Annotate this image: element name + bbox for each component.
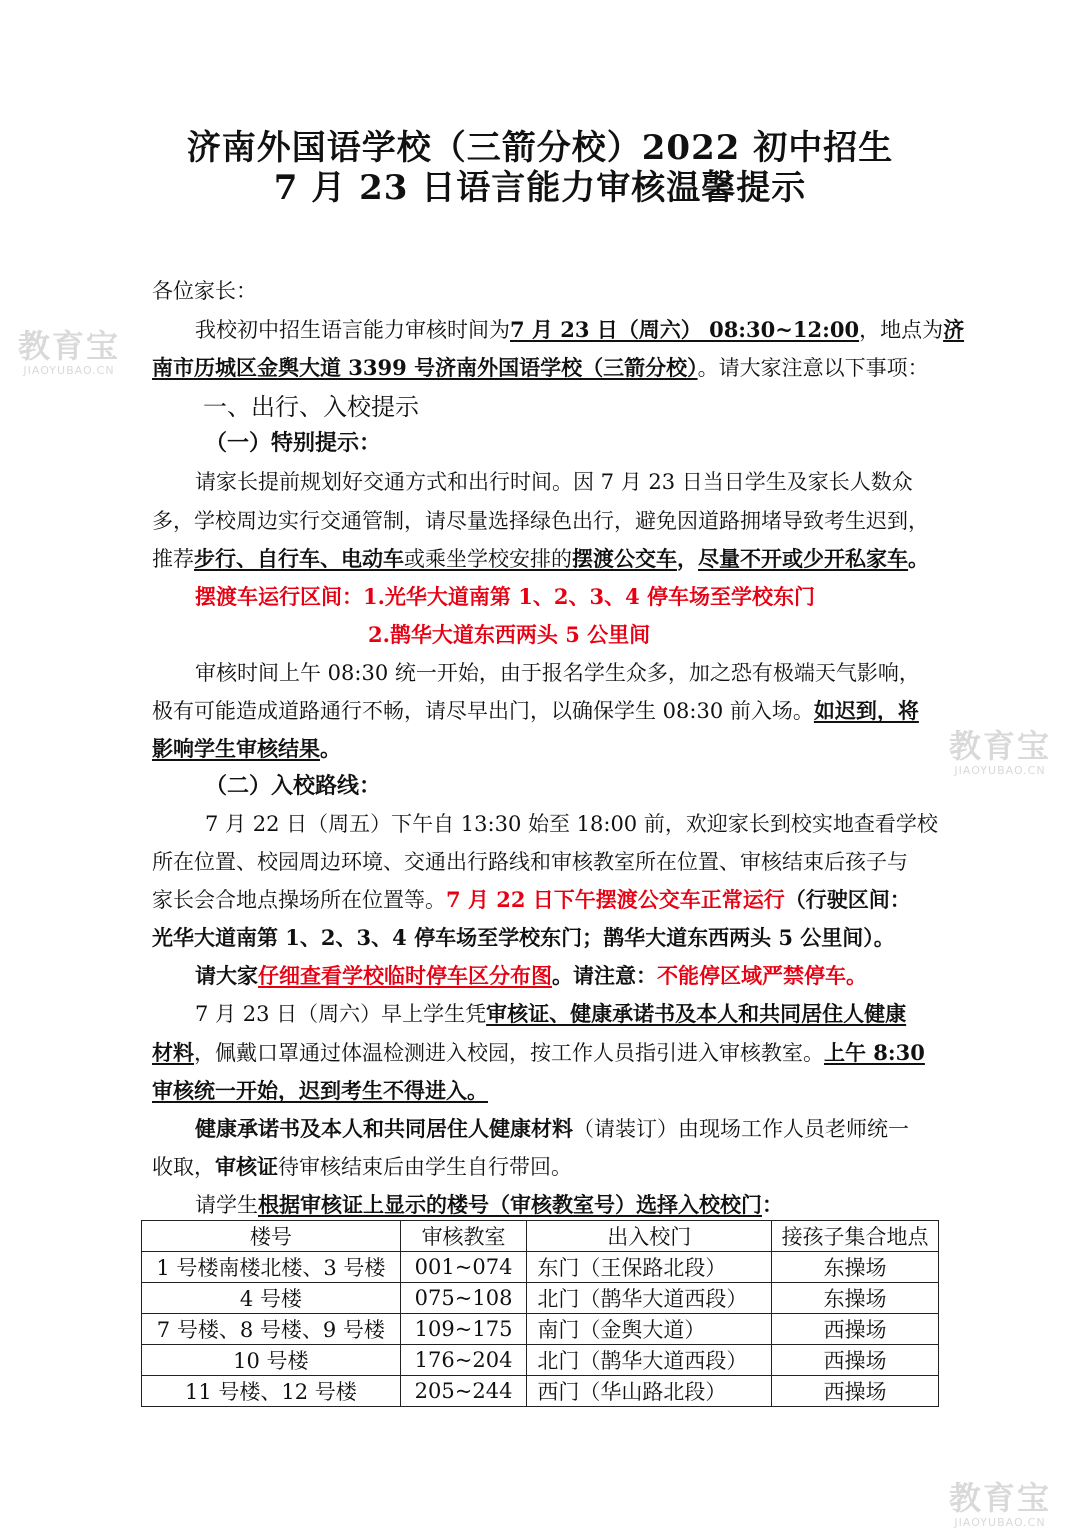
- p3-line-4: 光华大道南第 1、2、3、4 停车场至学校东门；鹊华大道东西两头 5 公里间）。: [152, 925, 895, 950]
- table-cell: 109~175: [400, 1314, 527, 1345]
- table-cell: 西门（华山路北段）: [527, 1376, 772, 1407]
- table-cell: 东门（王保路北段）: [527, 1252, 772, 1283]
- title-line-1: 济南外国语学校（三箭分校）2022 初中招生: [186, 128, 894, 168]
- table-row: [142, 1345, 939, 1376]
- table-cell: 南门（金舆大道）: [527, 1314, 772, 1345]
- table-row: [142, 1283, 939, 1314]
- title-line-2: 7 月 23 日语言能力审核温馨提示: [273, 168, 807, 208]
- table-cell: 1 号楼南楼北楼、3 号楼: [142, 1252, 401, 1283]
- p5-line-2: 材料，佩戴口罩通过体温检测进入校园，按工作人员指引进入审核教室。上午 8:30: [152, 1040, 925, 1065]
- watermark-left: [4, 328, 134, 378]
- table-header-pickup: 接孩子集合地点: [772, 1221, 939, 1252]
- table-cell: 7 号楼、8 号楼、9 号楼: [142, 1314, 401, 1345]
- salutation: 各位家长：: [152, 279, 257, 303]
- table-cell: 205~244: [400, 1376, 527, 1407]
- table-header-gate: 出入校门: [527, 1221, 772, 1252]
- intro-line-2: 南市历城区金舆大道 3399 号济南外国语学校（三箭分校）。请大家注意以下事项：: [152, 355, 929, 380]
- shuttle-route-2: 2.鹊华大道东西两头 5 公里间: [368, 622, 651, 647]
- watermark-logo: 教育宝: [948, 727, 1051, 765]
- p1-line-2: 多，学校周边实行交通管制，请尽量选择绿色出行，避免因道路拥堵导致考生迟到，: [152, 509, 929, 533]
- table-cell: 西操场: [772, 1345, 939, 1376]
- p7-table-intro: 请学生根据审核证上显示的楼号（审核教室号）选择入校校门：: [195, 1192, 783, 1217]
- intro-place: 南市历城区金舆大道 3399 号济南外国语学校（三箭分校）: [152, 355, 698, 380]
- table-header-building: 楼号: [142, 1221, 401, 1252]
- watermark-logo: 教育宝: [948, 1479, 1051, 1517]
- p3-line-3: 家长会合地点操场所在位置等。7 月 22 日下午摆渡公交车正常运行（行驶区间：: [152, 887, 911, 912]
- p6-line-2: 收取，审核证待审核结束后由学生自行带回。: [152, 1154, 572, 1179]
- p2-line-3: 影响学生审核结果。: [152, 736, 341, 761]
- p4-parking: 请大家仔细查看学校临时停车区分布图。请注意：不能停区域严禁停车。: [195, 963, 867, 988]
- table-cell: 西操场: [772, 1376, 939, 1407]
- watermark-url: JIAOYUBAO.CN: [23, 364, 115, 377]
- intro-line-1: 我校初中招生语言能力审核时间为7 月 23 日（周六） 08:30~12:00，地点为济: [195, 317, 965, 342]
- p2-line-2: 极有可能造成道路通行不畅，请尽早出门，以确保学生 08:30 前入场。如迟到，将: [152, 698, 919, 723]
- table-cell: 176~204: [400, 1345, 527, 1376]
- table-cell: 11 号楼、12 号楼: [142, 1376, 401, 1407]
- p1-line-1: 请家长提前规划好交通方式和出行时间。因 7 月 23 日当日学生及家长人数众: [195, 470, 913, 494]
- table-cell: 10 号楼: [142, 1345, 401, 1376]
- p6-line-1: 健康承诺书及本人和共同居住人健康材料（请装订）由现场工作人员老师统一: [195, 1116, 909, 1141]
- table-cell: 东操场: [772, 1252, 939, 1283]
- subheading-entry-route: （二）入校路线：: [205, 773, 382, 799]
- table-cell: 西操场: [772, 1314, 939, 1345]
- table-row: [142, 1314, 939, 1345]
- intro-place-start: 济: [943, 317, 965, 342]
- watermark-url: JIAOYUBAO.CN: [954, 764, 1046, 777]
- entry-gate-table: [141, 1220, 939, 1407]
- table-row: [142, 1252, 939, 1283]
- p5-line-3: 审核统一开始，迟到考生不得进入。: [152, 1078, 488, 1103]
- p2-line-1: 审核时间上午 08:30 统一开始，由于报名学生众多，加之恐有极端天气影响，: [195, 661, 920, 685]
- watermark-url: JIAOYUBAO.CN: [954, 1516, 1046, 1529]
- p1-line-3: 推荐步行、自行车、电动车或乘坐学校安排的摆渡公交车，尽量不开或少开私家车。: [152, 546, 929, 571]
- table-header-row: [142, 1221, 939, 1252]
- table-row: [142, 1376, 939, 1407]
- watermark-right: [935, 728, 1065, 778]
- p3-line-2: 所在位置、校园周边环境、交通出行路线和审核教室所在位置、审核结束后孩子与: [152, 850, 908, 874]
- intro-time: 7 月 23 日（周六） 08:30~12:00: [510, 317, 860, 342]
- table-cell: 北门（鹊华大道西段）: [527, 1345, 772, 1376]
- p5-line-1: 7 月 23 日（周六）早上学生凭审核证、健康承诺书及本人和共同居住人健康: [195, 1001, 907, 1026]
- table-cell: 075~108: [400, 1283, 527, 1314]
- shuttle-route-1: 摆渡车运行区间：1.光华大道南第 1、2、3、4 停车场至学校东门: [195, 584, 815, 609]
- table-cell: 001~074: [400, 1252, 527, 1283]
- watermark-logo: 教育宝: [17, 327, 120, 365]
- table-cell: 北门（鹊华大道西段）: [527, 1283, 772, 1314]
- table-cell: 东操场: [772, 1283, 939, 1314]
- p3-line-1: 7 月 22 日（周五）下午自 13:30 始至 18:00 前，欢迎家长到校实地查看学校: [205, 812, 938, 836]
- watermark-bottom: [935, 1480, 1065, 1530]
- table-cell: 4 号楼: [142, 1283, 401, 1314]
- subheading-special-notice: （一）特别提示：: [205, 430, 382, 456]
- table-header-classroom: 审核教室: [400, 1221, 527, 1252]
- section-heading-travel: 一、出行、入校提示: [203, 393, 419, 421]
